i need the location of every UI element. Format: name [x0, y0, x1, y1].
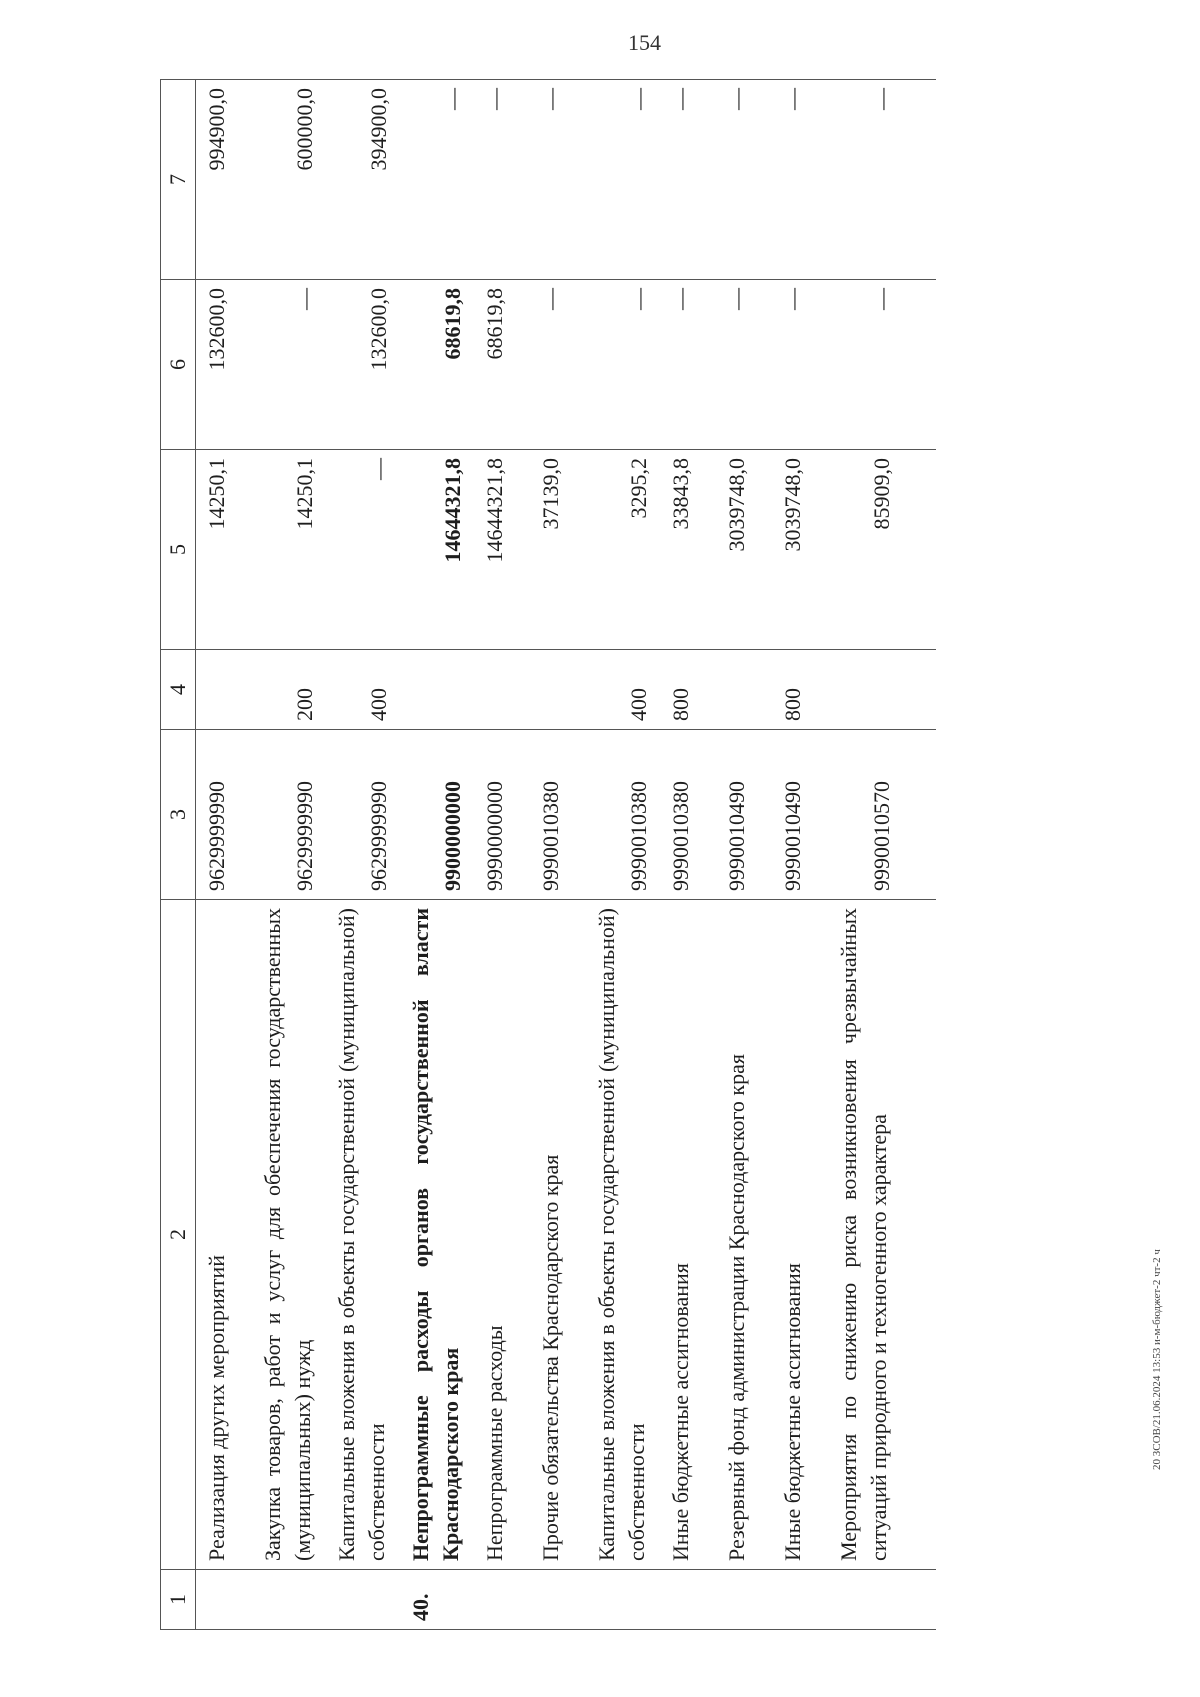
document-stamp: 20 ЗСОВ/21.06.2024 13:53 и-м-бюджет-2 чт-2 ч [1151, 1249, 1163, 1470]
table-row [252, 80, 326, 1630]
amount-col6: — [716, 280, 772, 450]
amount-col5: 14250,1 [196, 450, 253, 650]
amount-col7: — [772, 80, 828, 280]
row-description: Иные бюджетные ассигнования [772, 900, 828, 1570]
amount-col5: 3039748,0 [716, 450, 772, 650]
row-description: Прочие обязательства Краснодарского края [530, 900, 586, 1570]
amount-col7: — [660, 80, 716, 280]
row-description: Закупка товаров, работ и услуг для обеспечения государственных (муниципальных) нужд [252, 900, 326, 1570]
expense-type: 400 [326, 650, 400, 730]
row-number [828, 1570, 936, 1630]
expense-type: 800 [772, 650, 828, 730]
page-number: 154 [628, 30, 661, 55]
target-code: 9990010490 [716, 730, 772, 900]
amount-col7: 600000,0 [252, 80, 326, 280]
target-code: 9990010380 [586, 730, 660, 900]
amount-col6: 132600,0 [196, 280, 253, 450]
amount-col6: — [660, 280, 716, 450]
expense-type [400, 650, 474, 730]
target-code: 9629999990 [252, 730, 326, 900]
row-number [196, 1570, 253, 1630]
table-row [474, 80, 530, 1630]
row-number [530, 1570, 586, 1630]
amount-col6: — [772, 280, 828, 450]
target-code: 9990010380 [530, 730, 586, 900]
row-description: Капитальные вложения в объекты государственной (муниципальной) собственности [586, 900, 660, 1570]
amount-col6: — [586, 280, 660, 450]
amount-col6: — [530, 280, 586, 450]
header-cell: 6 [161, 280, 196, 450]
expense-type [828, 650, 936, 730]
amount-col7: — [400, 80, 474, 280]
table-header-row [161, 80, 196, 1630]
amount-col7: — [828, 80, 936, 280]
amount-col5: 14250,1 [252, 450, 326, 650]
expense-type [716, 650, 772, 730]
rotated-table-container [160, 80, 1080, 1630]
target-code: 9990010570 [828, 730, 936, 900]
amount-col6: — [828, 280, 936, 450]
header-cell: 2 [161, 900, 196, 1570]
row-number [252, 1570, 326, 1630]
table-row [586, 80, 660, 1630]
expense-type [530, 650, 586, 730]
target-code: 9990010490 [772, 730, 828, 900]
table-row [326, 80, 400, 1630]
table-row [660, 80, 716, 1630]
target-code: 9900000000 [400, 730, 474, 900]
table-row [716, 80, 772, 1630]
amount-col5: — [326, 450, 400, 650]
amount-col6: 68619,8 [400, 280, 474, 450]
row-number: 40. [400, 1570, 474, 1630]
amount-col5: 37139,0 [530, 450, 586, 650]
expense-type [474, 650, 530, 730]
target-code: 9990000000 [474, 730, 530, 900]
row-description: Непрограммные расходы [474, 900, 530, 1570]
row-number [772, 1570, 828, 1630]
table-row [772, 80, 828, 1630]
row-description: Непрограммные расходы органов государственной власти Краснодарского края [400, 900, 474, 1570]
amount-col7: — [530, 80, 586, 280]
amount-col7: — [474, 80, 530, 280]
row-number [716, 1570, 772, 1630]
header-cell: 7 [161, 80, 196, 280]
row-number [660, 1570, 716, 1630]
table-row [828, 80, 936, 1630]
amount-col5: 14644321,8 [474, 450, 530, 650]
row-number [326, 1570, 400, 1630]
amount-col5: 3295,2 [586, 450, 660, 650]
target-code: 9629999990 [196, 730, 253, 900]
table-row [196, 80, 253, 1630]
row-description: Реализация других мероприятий [196, 900, 253, 1570]
target-code: 9990010380 [660, 730, 716, 900]
budget-table [160, 79, 936, 1630]
row-description: Иные бюджетные ассигнования [660, 900, 716, 1570]
amount-col5: 3039748,0 [772, 450, 828, 650]
amount-col5: 85909,0 [828, 450, 936, 650]
amount-col7: 394900,0 [326, 80, 400, 280]
amount-col6: 132600,0 [326, 280, 400, 450]
header-cell: 3 [161, 730, 196, 900]
row-number [586, 1570, 660, 1630]
header-cell: 5 [161, 450, 196, 650]
amount-col7: — [716, 80, 772, 280]
row-number [474, 1570, 530, 1630]
amount-col6: 68619,8 [474, 280, 530, 450]
row-description: Мероприятия по снижению риска возникновения чрезвычайных ситуаций природного и техногенного характера [828, 900, 936, 1570]
amount-col5: 14644321,8 [400, 450, 474, 650]
expense-type: 400 [586, 650, 660, 730]
header-cell: 4 [161, 650, 196, 730]
expense-type [196, 650, 253, 730]
expense-type: 200 [252, 650, 326, 730]
target-code: 9629999990 [326, 730, 400, 900]
expense-type: 800 [660, 650, 716, 730]
header-cell: 1 [161, 1570, 196, 1630]
amount-col5: 33843,8 [660, 450, 716, 650]
table-row [530, 80, 586, 1630]
amount-col6: — [252, 280, 326, 450]
row-description: Капитальные вложения в объекты государственной (муниципальной) собственности [326, 900, 400, 1570]
amount-col7: 994900,0 [196, 80, 253, 280]
row-description: Резервный фонд администрации Краснодарского края [716, 900, 772, 1570]
table-row [400, 80, 474, 1630]
amount-col7: — [586, 80, 660, 280]
